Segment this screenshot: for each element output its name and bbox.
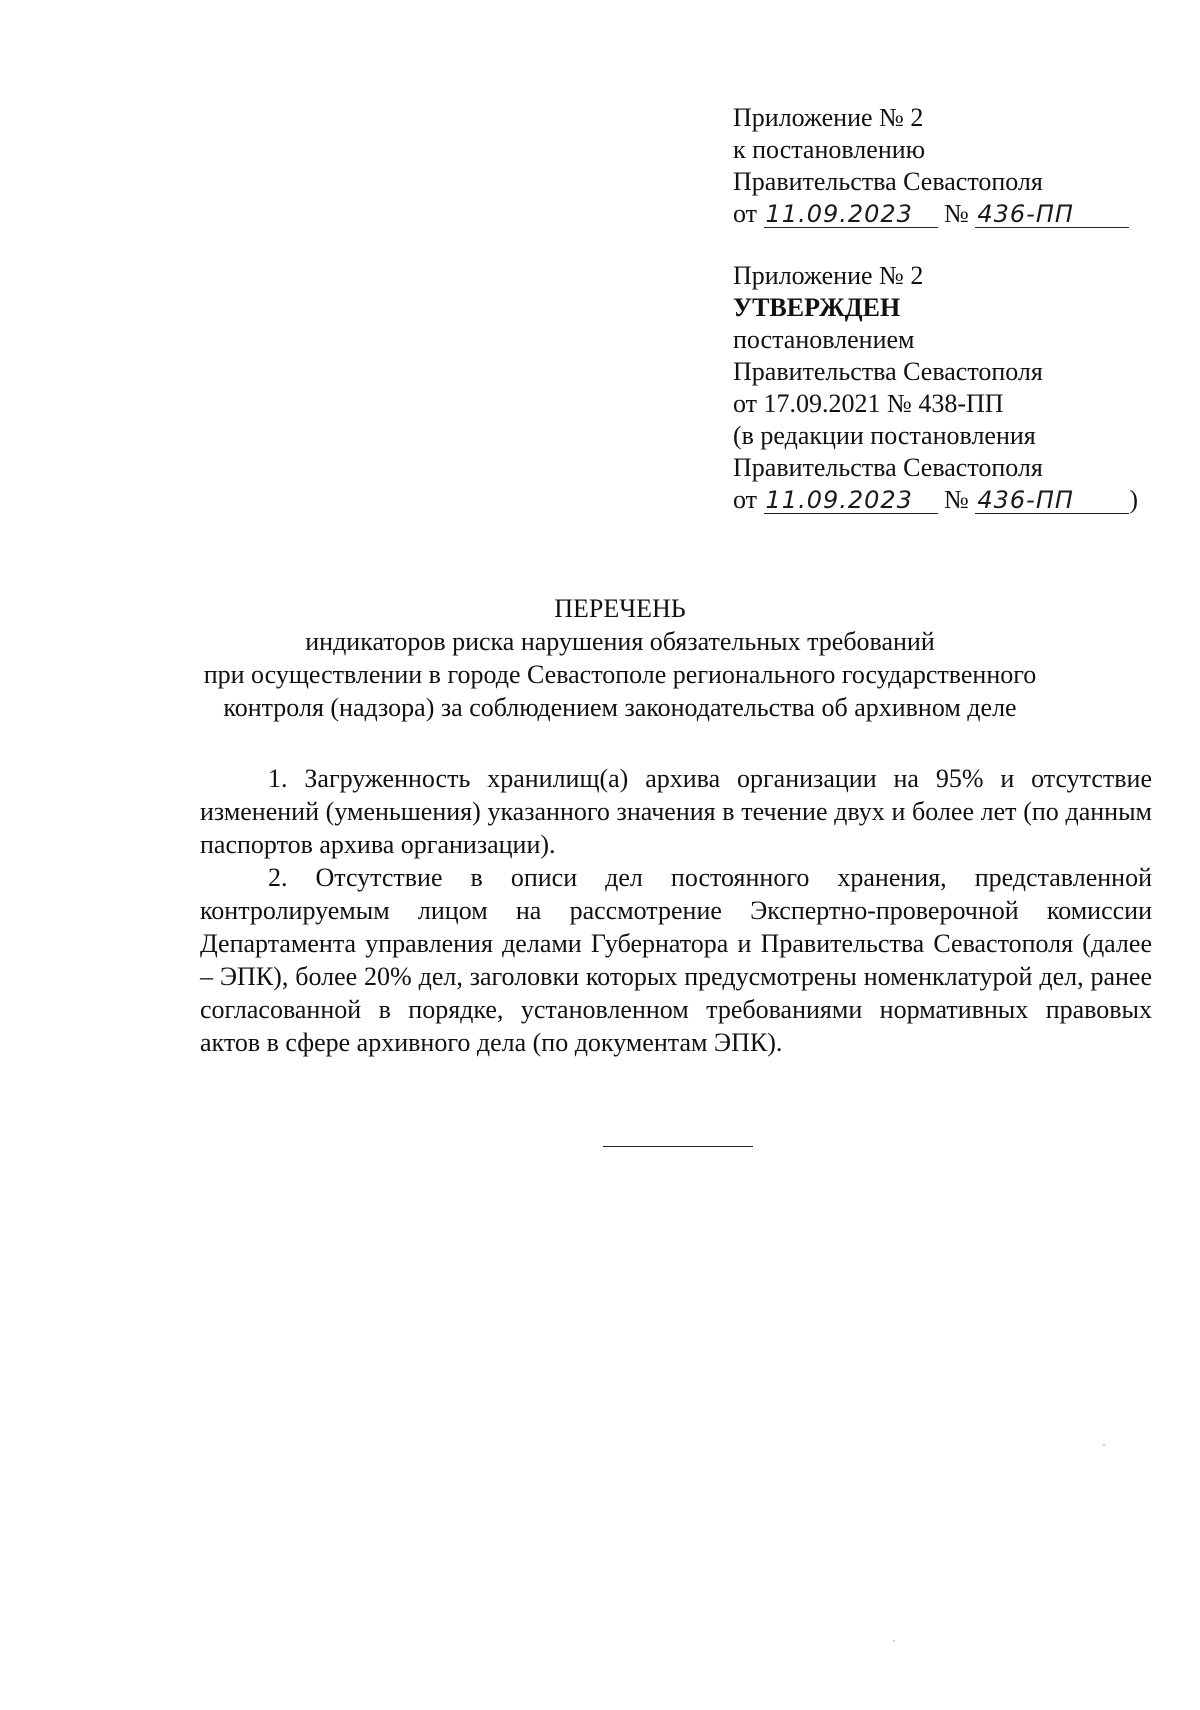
amendment-line-2: к постановлению <box>733 135 926 164</box>
scan-speck <box>893 1640 895 1642</box>
amendment-handwritten-date: 11.09.2023 <box>764 201 938 228</box>
original-date-prefix: от <box>733 485 764 514</box>
original-line-4: Правительства Севастополя <box>733 357 1043 386</box>
original-number-prefix: № <box>944 485 976 514</box>
scan-speck <box>1103 1444 1105 1446</box>
end-divider <box>603 1146 753 1147</box>
amendment-date-prefix: от <box>733 199 764 228</box>
amendment-line-3: Правительства Севастополя <box>733 167 1043 196</box>
original-line-1: Приложение № 2 <box>733 261 924 290</box>
title-heading: ПЕРЕЧЕНЬ <box>554 594 686 623</box>
original-handwritten-date: 11.09.2023 <box>764 487 938 514</box>
indicator-list <box>200 762 1152 1059</box>
original-date-line <box>733 484 1153 516</box>
amendment-date-line <box>733 198 1153 230</box>
original-line-7: Правительства Севастополя <box>733 453 1043 482</box>
original-line-6: (в редакции постановления <box>733 421 1036 450</box>
original-line-5: от 17.09.2021 № 438-ПП <box>733 389 1004 418</box>
amendment-handwritten-number: 436-ПП <box>975 201 1129 228</box>
closing-paren: ) <box>1129 485 1139 514</box>
indicator-item-1: 1. Загруженность хранилищ(а) архива организации на 95% и отсутствие изменений (уменьшения) указанного значения в течение двух и более лет (по данным паспортов архива организации). <box>200 764 1152 859</box>
approved-label: УТВЕРЖДЕН <box>733 293 901 322</box>
amendment-number-prefix: № <box>944 199 976 228</box>
amendment-line-1: Приложение № 2 <box>733 103 924 132</box>
document-title <box>180 592 1060 724</box>
original-line-3: постановлением <box>733 325 915 354</box>
original-handwritten-number: 436-ПП <box>975 487 1129 514</box>
title-line-1: индикаторов риска нарушения обязательных требований <box>305 627 935 656</box>
appendix-header <box>733 102 1153 516</box>
title-line-3: контроля (надзора) за соблюдением законодательства об архивном деле <box>223 693 1017 722</box>
title-line-2: при осуществлении в городе Севастополе регионального государственного <box>203 660 1037 689</box>
indicator-item-2: 2. Отсутствие в описи дел постоянного хранения, представленной контролируемым лицом на рассмотрение Экспертно-проверочной комиссии Департамента управления делами Губернатора и Правительства Севастополя (далее – ЭПК), более 20% дел, заголовки которых предусмотрены номенклатурой дел, ранее согласованной в порядке, установленном требованиями нормативных правовых актов в сфере архивного дела (по документам ЭПК). <box>200 863 1152 1057</box>
